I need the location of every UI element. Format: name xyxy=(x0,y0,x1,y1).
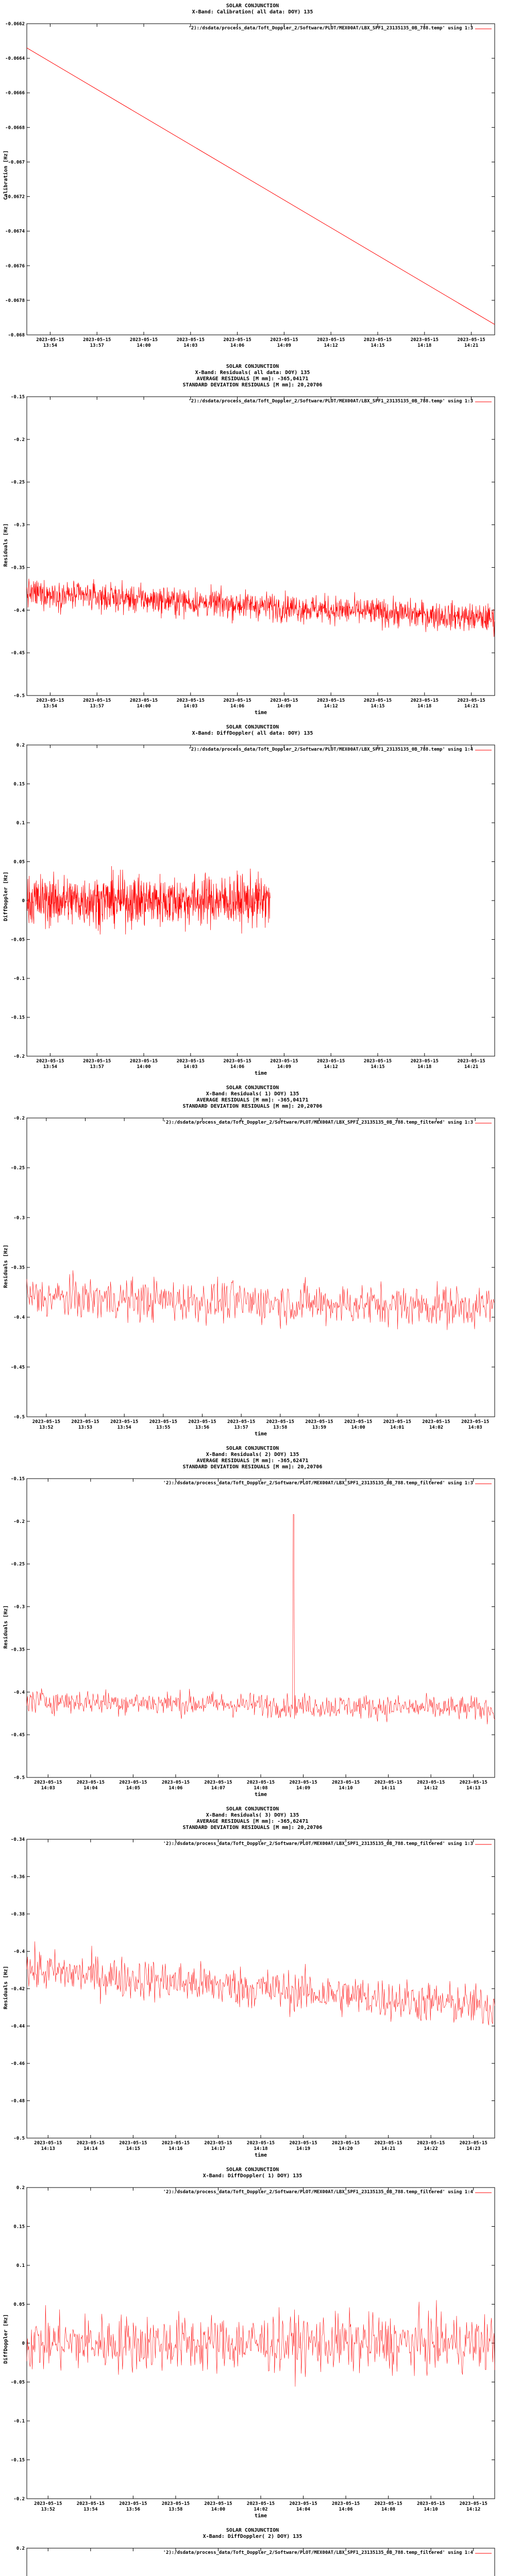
x-tick-label: 14:15 xyxy=(126,2146,140,2151)
x-tick-label: 14:12 xyxy=(424,1786,438,1791)
x-tick-date: 2023-05-15 xyxy=(176,698,205,703)
chart-title-line: AVERAGE RESIDUALS [M mm]: -365,62471 xyxy=(196,1458,309,1464)
chart-title-line: X-Band: DiffDoppler( 2) DOY) 135 xyxy=(203,2534,302,2539)
x-tick-date: 2023-05-15 xyxy=(129,1059,158,1064)
x-tick-date: 2023-05-15 xyxy=(457,698,485,703)
x-tick-label: 14:04 xyxy=(296,2507,311,2512)
y-tick-label: -0.4 xyxy=(13,1690,25,1696)
x-tick-date: 2023-05-15 xyxy=(331,2141,360,2146)
chart-panel-8 xyxy=(0,2524,505,2576)
y-tick-label: -0.35 xyxy=(10,565,25,571)
x-tick-date: 2023-05-15 xyxy=(331,1780,360,1785)
x-tick-date: 2023-05-15 xyxy=(161,2501,190,2506)
y-tick-label: -0.3 xyxy=(13,522,25,528)
x-tick-label: 14:06 xyxy=(169,1786,183,1791)
chart-panel-2 xyxy=(0,361,505,721)
series-line xyxy=(27,1515,495,1724)
chart-title-line: SOLAR CONJUNCTION xyxy=(226,2167,279,2173)
x-tick-label: 14:15 xyxy=(371,1064,385,1070)
x-tick-label: 13:54 xyxy=(117,1425,131,1430)
y-tick-label: -0.0662 xyxy=(5,22,25,27)
chart-title-line: SOLAR CONJUNCTION xyxy=(226,724,279,730)
x-tick-label: 14:12 xyxy=(324,343,338,348)
y-tick-label: 0.05 xyxy=(13,2302,25,2308)
x-tick-date: 2023-05-15 xyxy=(176,337,205,343)
y-tick-label: -0.4 xyxy=(13,608,25,614)
x-tick-label: 13:54 xyxy=(43,343,57,348)
x-tick-date: 2023-05-15 xyxy=(36,698,64,703)
x-tick-label: 14:02 xyxy=(254,2507,268,2512)
x-tick-label: 14:03 xyxy=(183,704,198,709)
chart-svg xyxy=(0,1082,505,1443)
x-tick-date: 2023-05-15 xyxy=(317,698,345,703)
x-axis-label: time xyxy=(254,710,267,716)
y-tick-label: -0.05 xyxy=(10,2380,25,2385)
x-tick-label: 14:00 xyxy=(351,1425,365,1430)
chart-panel-1 xyxy=(0,0,505,361)
chart-title-line: STANDARD DEVIATION RESIDUALS [M mm]: 20,20706 xyxy=(182,382,323,388)
x-tick-label: 14:06 xyxy=(339,2507,353,2512)
y-tick-label: 0.2 xyxy=(16,2185,25,2191)
x-tick-date: 2023-05-15 xyxy=(410,337,439,343)
x-tick-date: 2023-05-15 xyxy=(119,2141,147,2146)
y-tick-label: -0.45 xyxy=(10,1365,25,1370)
x-tick-label: 14:17 xyxy=(211,2146,226,2151)
x-tick-date: 2023-05-15 xyxy=(457,1059,485,1064)
x-tick-label: 13:55 xyxy=(156,1425,171,1430)
x-tick-label: 14:04 xyxy=(83,1786,98,1791)
y-tick-label: -0.2 xyxy=(13,1519,25,1524)
y-axis-label: Residuals [Hz] xyxy=(3,1244,9,1288)
x-tick-label: 14:21 xyxy=(464,1064,479,1070)
x-tick-label: 14:06 xyxy=(230,343,245,348)
y-tick-label: -0.15 xyxy=(10,2458,25,2463)
x-axis-label: time xyxy=(254,1431,267,1437)
chart-title-line: AVERAGE RESIDUALS [M mm]: -365,62471 xyxy=(196,1819,309,1824)
y-tick-label: -0.0664 xyxy=(5,56,25,62)
x-tick-date: 2023-05-15 xyxy=(129,337,158,343)
y-tick-label: -0.5 xyxy=(13,693,25,699)
x-tick-label: 14:11 xyxy=(381,1786,396,1791)
x-tick-label: 14:03 xyxy=(468,1425,482,1430)
legend-label: '2):/dsdata/process_data/Toft_Doppler_2/Software/PLOT/MEX00AT/LBX_SPF1_23135135_0B_788.temp' using 1:4 xyxy=(188,747,473,752)
y-tick-label: -0.0668 xyxy=(5,125,25,131)
y-axis-label: DiffDoppler [Hz] xyxy=(3,2314,9,2364)
chart-title-line: X-Band: Residuals( 1) DOY) 135 xyxy=(206,1091,299,1097)
x-tick-label: 14:16 xyxy=(169,2146,183,2151)
chart-title-line: X-Band: DiffDoppler( all data: DOY) 135 xyxy=(192,731,313,736)
x-tick-date: 2023-05-15 xyxy=(270,337,298,343)
x-tick-label: 14:01 xyxy=(390,1425,405,1430)
y-tick-label: -0.25 xyxy=(10,1562,25,1567)
x-tick-label: 14:21 xyxy=(464,343,479,348)
x-tick-label: 14:19 xyxy=(296,2146,311,2151)
x-tick-date: 2023-05-15 xyxy=(246,2501,275,2506)
x-tick-label: 13:57 xyxy=(234,1425,248,1430)
y-tick-label: -0.4 xyxy=(13,1949,25,1955)
x-tick-date: 2023-05-15 xyxy=(204,2501,232,2506)
chart-title-line: X-Band: Calibration( all data: DOY) 135 xyxy=(192,9,313,15)
y-tick-label: -0.25 xyxy=(10,1165,25,1171)
x-tick-date: 2023-05-15 xyxy=(289,1780,317,1785)
chart-svg xyxy=(0,361,505,721)
plot-frame xyxy=(27,24,495,335)
x-tick-label: 13:54 xyxy=(43,1064,57,1070)
x-tick-label: 14:00 xyxy=(137,1064,151,1070)
y-tick-label: -0.4 xyxy=(13,1315,25,1320)
y-tick-label: 0.15 xyxy=(13,782,25,787)
x-tick-label: 14:12 xyxy=(324,1064,338,1070)
x-tick-date: 2023-05-15 xyxy=(161,2141,190,2146)
x-tick-label: 14:06 xyxy=(230,704,245,709)
chart-title-line: X-Band: DiffDoppler( 1) DOY) 135 xyxy=(203,2173,302,2179)
plot-frame xyxy=(27,1118,495,1417)
chart-panel-3 xyxy=(0,721,505,1082)
y-tick-label: -0.0676 xyxy=(5,263,25,269)
y-tick-label: -0.2 xyxy=(13,1054,25,1059)
y-tick-label: -0.45 xyxy=(10,651,25,656)
y-tick-label: -0.0674 xyxy=(5,229,25,234)
chart-panel-7 xyxy=(0,2164,505,2524)
x-tick-label: 14:02 xyxy=(429,1425,444,1430)
series-line xyxy=(27,1941,495,2025)
x-tick-date: 2023-05-15 xyxy=(374,1780,402,1785)
x-tick-label: 14:03 xyxy=(183,1064,198,1070)
y-tick-label: 0 xyxy=(22,899,25,904)
y-tick-label: -0.3 xyxy=(13,1604,25,1610)
x-tick-date: 2023-05-15 xyxy=(417,2501,445,2506)
x-tick-date: 2023-05-15 xyxy=(32,1419,60,1425)
x-tick-date: 2023-05-15 xyxy=(149,1419,177,1425)
y-tick-label: -0.34 xyxy=(10,1837,25,1842)
x-tick-date: 2023-05-15 xyxy=(363,337,392,343)
x-tick-label: 13:56 xyxy=(195,1425,210,1430)
x-tick-date: 2023-05-15 xyxy=(331,2501,360,2506)
x-tick-label: 14:20 xyxy=(339,2146,353,2151)
x-tick-date: 2023-05-15 xyxy=(204,1780,232,1785)
x-tick-label: 14:08 xyxy=(381,2507,396,2512)
x-tick-label: 13:58 xyxy=(273,1425,288,1430)
y-tick-label: -0.2 xyxy=(13,437,25,443)
y-tick-label: 0.1 xyxy=(16,821,25,826)
x-tick-label: 13:57 xyxy=(90,704,104,709)
x-tick-date: 2023-05-15 xyxy=(71,1419,99,1425)
x-tick-label: 14:13 xyxy=(466,1786,481,1791)
x-tick-date: 2023-05-15 xyxy=(305,1419,333,1425)
x-tick-label: 14:18 xyxy=(254,2146,268,2151)
x-tick-label: 14:14 xyxy=(83,2146,98,2151)
series-line xyxy=(27,579,495,637)
y-tick-label: -0.3 xyxy=(13,1215,25,1221)
x-tick-date: 2023-05-15 xyxy=(36,337,64,343)
x-tick-date: 2023-05-15 xyxy=(459,2141,487,2146)
y-tick-label: -0.42 xyxy=(10,1987,25,1992)
x-tick-label: 14:00 xyxy=(137,704,151,709)
y-tick-label: -0.48 xyxy=(10,2098,25,2104)
x-tick-label: 13:52 xyxy=(41,2507,55,2512)
y-axis-label: DiffDoppler [Hz] xyxy=(3,871,9,921)
chart-title-line: X-Band: Residuals( 2) DOY) 135 xyxy=(206,1452,299,1458)
x-tick-date: 2023-05-15 xyxy=(410,1059,439,1064)
y-tick-label: -0.46 xyxy=(10,2061,25,2066)
chart-title-line: SOLAR CONJUNCTION xyxy=(226,1446,279,1451)
y-tick-label: -0.44 xyxy=(10,2024,25,2029)
x-tick-date: 2023-05-15 xyxy=(129,698,158,703)
x-tick-date: 2023-05-15 xyxy=(459,1780,487,1785)
x-tick-label: 13:59 xyxy=(312,1425,327,1430)
y-tick-label: -0.0678 xyxy=(5,298,25,303)
x-tick-date: 2023-05-15 xyxy=(246,2141,275,2146)
x-axis-label: time xyxy=(254,1071,267,1076)
x-tick-date: 2023-05-15 xyxy=(363,698,392,703)
series-line xyxy=(27,866,270,935)
series-line xyxy=(27,2300,495,2387)
y-tick-label: 0.2 xyxy=(16,2546,25,2551)
x-tick-label: 14:15 xyxy=(371,704,385,709)
y-tick-label: -0.1 xyxy=(13,976,25,981)
x-tick-date: 2023-05-15 xyxy=(266,1419,294,1425)
legend-label: '2):/dsdata/process_data/Toft_Doppler_2/Software/PLOT/MEX00AT/LBX_SPF1_23135135_0B_788.temp_filtered' using 1:3 xyxy=(163,1841,473,1846)
chart-title-line: SOLAR CONJUNCTION xyxy=(226,1806,279,1812)
plot-frame xyxy=(27,397,495,696)
y-tick-label: 0.2 xyxy=(16,743,25,748)
x-tick-date: 2023-05-15 xyxy=(161,1780,190,1785)
y-axis-label: Calibration [Hz] xyxy=(3,150,9,200)
chart-title-line: AVERAGE RESIDUALS [M mm]: -365,04171 xyxy=(196,376,309,382)
chart-title-line: AVERAGE RESIDUALS [M mm]: -365,04171 xyxy=(196,1097,309,1103)
y-tick-label: 0.1 xyxy=(16,2263,25,2268)
x-tick-date: 2023-05-15 xyxy=(83,1059,111,1064)
chart-svg xyxy=(0,0,505,361)
chart-title-line: SOLAR CONJUNCTION xyxy=(226,364,279,369)
chart-svg xyxy=(0,721,505,1082)
y-tick-label: -0.1 xyxy=(13,2419,25,2424)
x-tick-label: 14:10 xyxy=(339,1786,353,1791)
x-tick-date: 2023-05-15 xyxy=(83,337,111,343)
x-tick-label: 14:10 xyxy=(424,2507,438,2512)
series-line xyxy=(27,1270,495,1330)
x-tick-date: 2023-05-15 xyxy=(188,1419,216,1425)
y-tick-label: -0.067 xyxy=(8,160,25,165)
x-tick-label: 14:08 xyxy=(254,1786,268,1791)
x-tick-date: 2023-05-15 xyxy=(457,337,485,343)
x-tick-date: 2023-05-15 xyxy=(410,698,439,703)
x-tick-label: 13:54 xyxy=(43,704,57,709)
y-tick-label: -0.068 xyxy=(8,333,25,338)
x-tick-date: 2023-05-15 xyxy=(270,1059,298,1064)
x-tick-date: 2023-05-15 xyxy=(417,1780,445,1785)
x-tick-date: 2023-05-15 xyxy=(36,1059,64,1064)
x-tick-date: 2023-05-15 xyxy=(317,1059,345,1064)
x-tick-date: 2023-05-15 xyxy=(363,1059,392,1064)
series-line xyxy=(27,48,495,325)
legend-label: '2):/dsdata/process_data/Toft_Doppler_2/Software/PLOT/MEX00AT/LBX_SPF1_23135135_0B_788.temp_filtered' using 1:4 xyxy=(163,2190,473,2195)
chart-title-line: STANDARD DEVIATION RESIDUALS [M mm]: 20,20706 xyxy=(182,1464,323,1470)
y-tick-label: -0.38 xyxy=(10,1912,25,1917)
x-tick-date: 2023-05-15 xyxy=(76,2501,105,2506)
x-tick-label: 13:57 xyxy=(90,1064,104,1070)
x-axis-label: time xyxy=(254,1792,267,1798)
x-tick-date: 2023-05-15 xyxy=(119,1780,147,1785)
x-tick-date: 2023-05-15 xyxy=(374,2141,402,2146)
x-tick-label: 13:53 xyxy=(78,1425,93,1430)
y-tick-label: -0.5 xyxy=(13,2136,25,2141)
x-tick-date: 2023-05-15 xyxy=(227,1419,256,1425)
x-tick-label: 14:15 xyxy=(371,343,385,348)
chart-panel-4 xyxy=(0,1082,505,1443)
x-tick-date: 2023-05-15 xyxy=(34,2501,62,2506)
y-tick-label: -0.5 xyxy=(13,1775,25,1781)
x-tick-label: 14:23 xyxy=(466,2146,481,2151)
y-tick-label: -0.35 xyxy=(10,1647,25,1653)
x-tick-date: 2023-05-15 xyxy=(317,337,345,343)
chart-title-line: SOLAR CONJUNCTION xyxy=(226,1085,279,1091)
x-tick-date: 2023-05-15 xyxy=(417,2141,445,2146)
x-axis-label: time xyxy=(254,2153,267,2158)
y-tick-label: -0.2 xyxy=(13,2497,25,2502)
y-axis-label: Residuals [Hz] xyxy=(3,1605,9,1649)
y-tick-label: -0.5 xyxy=(13,1415,25,1420)
x-tick-label: 13:58 xyxy=(169,2507,183,2512)
x-tick-label: 13:56 xyxy=(126,2507,140,2512)
y-tick-label: -0.2 xyxy=(13,1116,25,1121)
y-tick-label: -0.05 xyxy=(10,937,25,943)
chart-title-line: SOLAR CONJUNCTION xyxy=(226,3,279,9)
y-axis-label: Residuals [Hz] xyxy=(3,1965,9,2009)
chart-title-line: SOLAR CONJUNCTION xyxy=(226,2528,279,2533)
chart-title-line: X-Band: Residuals( all data: DOY) 135 xyxy=(195,370,310,376)
y-tick-label: -0.15 xyxy=(10,1015,25,1021)
x-tick-label: 14:00 xyxy=(211,2507,226,2512)
x-tick-label: 14:07 xyxy=(211,1786,226,1791)
chart-svg xyxy=(0,2164,505,2524)
x-tick-date: 2023-05-15 xyxy=(119,2501,147,2506)
x-tick-date: 2023-05-15 xyxy=(110,1419,139,1425)
x-tick-label: 14:03 xyxy=(41,1786,55,1791)
x-tick-label: 14:09 xyxy=(277,704,291,709)
x-tick-date: 2023-05-15 xyxy=(461,1419,490,1425)
x-tick-date: 2023-05-15 xyxy=(270,698,298,703)
y-tick-label: 0.05 xyxy=(13,859,25,865)
y-tick-label: -0.0672 xyxy=(5,194,25,200)
x-tick-date: 2023-05-15 xyxy=(76,1780,105,1785)
x-tick-label: 14:18 xyxy=(417,1064,432,1070)
x-tick-label: 14:12 xyxy=(466,2507,481,2512)
x-tick-date: 2023-05-15 xyxy=(204,2141,232,2146)
legend-label: '2):/dsdata/process_data/Toft_Doppler_2/Software/PLOT/MEX00AT/LBX_SPF1_23135135_0B_788.temp' using 1:3 xyxy=(188,399,473,404)
x-tick-date: 2023-05-15 xyxy=(246,1780,275,1785)
x-tick-label: 13:57 xyxy=(90,343,104,348)
y-axis-label: Residuals [Hz] xyxy=(3,523,9,567)
y-tick-label: -0.35 xyxy=(10,1265,25,1270)
x-tick-date: 2023-05-15 xyxy=(422,1419,450,1425)
x-tick-date: 2023-05-15 xyxy=(223,698,251,703)
x-tick-date: 2023-05-15 xyxy=(344,1419,373,1425)
x-tick-date: 2023-05-15 xyxy=(289,2141,317,2146)
x-tick-label: 14:22 xyxy=(424,2146,438,2151)
plot-frame xyxy=(27,1839,495,2138)
chart-title-line: STANDARD DEVIATION RESIDUALS [M mm]: 20,20706 xyxy=(182,1825,323,1831)
x-tick-date: 2023-05-15 xyxy=(223,1059,251,1064)
chart-title-line: X-Band: Residuals( 3) DOY) 135 xyxy=(206,1812,299,1818)
chart-title-line: STANDARD DEVIATION RESIDUALS [M mm]: 20,20706 xyxy=(182,1104,323,1109)
chart-svg xyxy=(0,1443,505,1803)
x-tick-date: 2023-05-15 xyxy=(223,337,251,343)
x-tick-date: 2023-05-15 xyxy=(83,698,111,703)
legend-label: '2):/dsdata/process_data/Toft_Doppler_2/Software/PLOT/MEX00AT/LBX_SPF1_23135135_0B_788.temp_filtered' using 1:4 xyxy=(163,2550,473,2555)
y-tick-label: -0.36 xyxy=(10,1874,25,1880)
y-tick-label: -0.25 xyxy=(10,480,25,485)
x-tick-label: 14:00 xyxy=(137,343,151,348)
x-tick-date: 2023-05-15 xyxy=(459,2501,487,2506)
x-tick-date: 2023-05-15 xyxy=(383,1419,411,1425)
x-tick-label: 13:52 xyxy=(39,1425,54,1430)
x-tick-date: 2023-05-15 xyxy=(76,2141,105,2146)
x-tick-label: 14:06 xyxy=(230,1064,245,1070)
legend-label: '2):/dsdata/process_data/Toft_Doppler_2/Software/PLOT/MEX00AT/LBX_SPF1_23135135_0B_788.temp_filtered' using 1:3 xyxy=(163,1481,473,1486)
x-tick-date: 2023-05-15 xyxy=(34,1780,62,1785)
x-tick-date: 2023-05-15 xyxy=(289,2501,317,2506)
x-tick-label: 14:09 xyxy=(277,343,291,348)
x-tick-label: 14:09 xyxy=(277,1064,291,1070)
x-tick-label: 14:18 xyxy=(417,704,432,709)
x-tick-label: 14:18 xyxy=(417,343,432,348)
y-tick-label: -0.45 xyxy=(10,1733,25,1738)
x-tick-date: 2023-05-15 xyxy=(374,2501,402,2506)
x-tick-label: 13:54 xyxy=(83,2507,98,2512)
x-tick-label: 14:21 xyxy=(381,2146,396,2151)
x-tick-label: 14:09 xyxy=(296,1786,311,1791)
chart-panel-5 xyxy=(0,1443,505,1803)
x-tick-label: 14:05 xyxy=(126,1786,140,1791)
chart-svg xyxy=(0,1803,505,2164)
x-tick-label: 14:03 xyxy=(183,343,198,348)
y-tick-label: 0.15 xyxy=(13,2224,25,2230)
x-tick-label: 14:21 xyxy=(464,704,479,709)
y-tick-label: -0.15 xyxy=(10,1477,25,1482)
y-tick-label: -0.0666 xyxy=(5,91,25,96)
y-tick-label: -0.15 xyxy=(10,395,25,400)
x-tick-label: 14:13 xyxy=(41,2146,55,2151)
chart-panel-6 xyxy=(0,1803,505,2164)
plot-frame xyxy=(27,1479,495,1777)
x-tick-label: 14:12 xyxy=(324,704,338,709)
legend-label: '2):/dsdata/process_data/Toft_Doppler_2/Software/PLOT/MEX00AT/LBX_SPF1_23135135_0B_788.temp_filtered' using 1:3 xyxy=(163,1120,473,1125)
x-axis-label: time xyxy=(254,2513,267,2519)
y-tick-label: 0 xyxy=(22,2341,25,2346)
x-tick-date: 2023-05-15 xyxy=(176,1059,205,1064)
legend-label: '2):/dsdata/process_data/Toft_Doppler_2/Software/PLOT/MEX00AT/LBX_SPF1_23135135_0B_788.temp' using 1:3 xyxy=(188,26,473,31)
x-tick-date: 2023-05-15 xyxy=(34,2141,62,2146)
